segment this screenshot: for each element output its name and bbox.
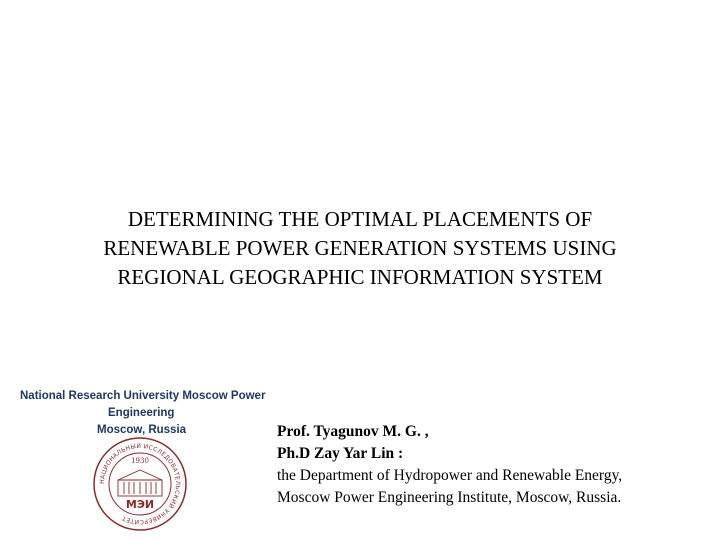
author-institute: Moscow Power Engineering Institute, Moscow, Russia.	[277, 489, 622, 506]
university-location: Moscow, Russia	[97, 424, 187, 436]
university-name-line-2: Engineering	[108, 407, 175, 419]
author-2: Ph.D Zay Yar Lin :	[277, 445, 404, 462]
title-line-3: REGIONAL GEOGRAPHIC INFORMATION SYSTEM	[117, 265, 603, 289]
author-block	[277, 421, 707, 509]
university-name	[20, 388, 270, 439]
university-seal-icon	[92, 436, 188, 532]
author-department: the Department of Hydropower and Renewable Energy,	[277, 467, 623, 484]
seal-year: 1930	[131, 457, 149, 465]
seal-building-icon	[118, 470, 162, 496]
title-line-2: RENEWABLE POWER GENERATION SYSTEMS USING	[103, 236, 617, 260]
seal-ring-text: НАЦИОНАЛЬНЫЙ ИССЛЕДОВАТЕЛЬСКИЙ УНИВЕРСИТЕТ	[98, 442, 182, 526]
author-1: Prof. Tyagunov M. G. ,	[277, 423, 429, 440]
university-name-line-1: National Research University Moscow Power	[20, 390, 266, 402]
title-line-1: DETERMINING THE OPTIMAL PLACEMENTS OF	[127, 207, 593, 231]
seal-mark: МЭИ	[125, 498, 155, 511]
slide-title	[20, 205, 700, 292]
